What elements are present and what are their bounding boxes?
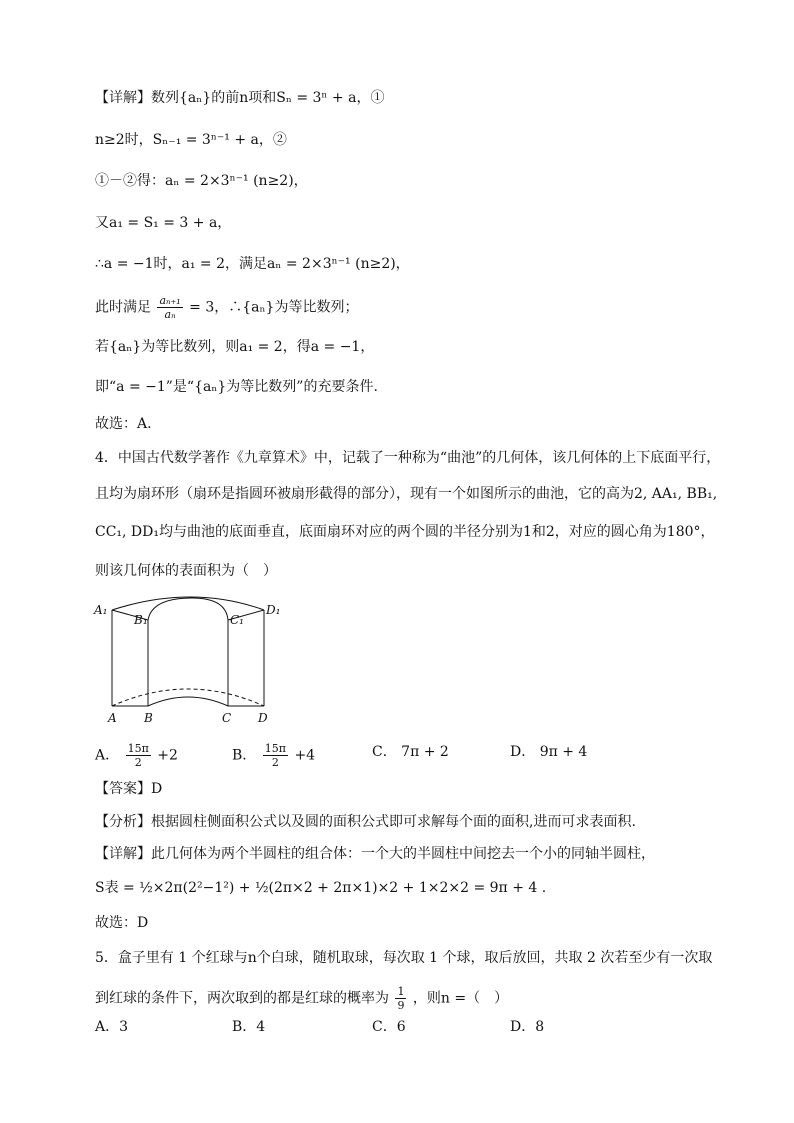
option-a-numerator: 15π [127,742,149,755]
option-c-text: 7π + 2 [401,744,449,760]
detail-line-2: n≥2时，Sₙ₋₁ = 3ⁿ⁻¹ + a，② [95,132,287,148]
q4-text-2: 且均为扇环形（扇环是指圆环被扇形截得的部分），现有一个如图所示的曲池，它的高为2, AA₁, BB₁, [95,486,718,502]
inner-top-arc [148,598,228,620]
label-B1: B₁ [134,613,148,627]
probability-numerator: 1 [397,985,405,998]
choose-line-q3: 故选：A. [95,416,152,432]
line6-prefix: 此时满足 [95,299,151,316]
option-b-denominator: 2 [271,756,279,769]
q5-text-1: 5．盒子里有 1 个红球与n个白球，随机取球，每次取 1 个球，取后放回，共取 2 次若至少有一次取 [95,950,713,966]
q4-analysis: 【分析】根据圆柱侧面积公式以及圆的面积公式即可求解每个面的面积,进而可求表面积. [95,814,636,830]
probability-fraction [395,985,406,1012]
detail-line-1: 【详解】数列{aₙ}的前n项和Sₙ = 3ⁿ + a，① [95,90,385,106]
detail-line-6 [95,294,358,321]
q4-text-3: CC₁, DD₁均与曲池的底面垂直，底面扇环对应的两个圆的半径分别为1和2，对应的圆心角为180°， [95,524,715,540]
q4-answer: 【答案】D [95,781,163,797]
q5-text-2-suffix: ，则n =（ ） [412,990,509,1007]
q5-option-a[interactable]: A．3 [95,1019,129,1035]
detail-line-3: ①－②得：aₙ = 2×3ⁿ⁻¹ (n≥2)， [95,173,308,189]
inner-bottom-arc [148,697,228,706]
option-a-denominator: 2 [134,756,142,769]
detail-line-8: 即“a = −1”是“{aₙ}为等比数列”的充要条件. [95,379,378,395]
curved-pool-figure [92,588,292,728]
q4-formula: S表 = ½×2π(2²−1²) + ½(2π×2 + 2π×1)×2 + 1×2×2 = 9π + 4 . [95,880,547,896]
option-a-letter: A． [95,747,120,764]
q4-option-d[interactable] [510,742,587,762]
option-c-letter: C． [372,744,397,760]
q5-text-2-prefix: 到红球的条件下，两次取到的都是红球的概率为 [95,990,389,1007]
option-a-tail: +2 [157,747,178,764]
option-b-tail: +4 [294,747,316,764]
q4-option-b[interactable] [232,742,315,769]
label-B: B [144,711,153,725]
detail-line-5: ∴a = −1时，a₁ = 2，满足aₙ = 2×3ⁿ⁻¹ (n≥2)， [95,256,410,272]
label-D: D [258,711,268,725]
option-d-letter: D． [510,744,536,760]
detail-line-7: 若{aₙ}为等比数列，则a₁ = 2，得a = −1， [95,339,375,355]
q5-option-c[interactable]: C．6 [372,1019,406,1035]
label-C: C [222,711,232,725]
label-A1: A₁ [94,603,108,617]
q4-text-1: 4．中国古代数学著作《九章算术》中，记载了一种称为“曲池”的几何体，该几何体的上下底面平行， [95,450,721,466]
label-D1: D₁ [266,603,281,617]
line6-suffix: = 3，∴{aₙ}为等比数列； [189,299,359,316]
q4-option-a[interactable] [95,742,178,769]
option-b-numerator: 15π [264,742,286,755]
q4-option-c[interactable] [372,742,449,762]
option-a-fraction [126,742,151,769]
q5-option-b[interactable]: B．4 [232,1019,266,1035]
detail-line-4: 又a₁ = S₁ = 3 + a， [95,215,232,231]
option-b-letter: B． [232,747,257,764]
label-A: A [108,711,117,725]
q4-detail: 【详解】此几何体为两个半圆柱的组合体：一个大的半圆柱中间挖去一个小的同轴半圆柱， [95,846,655,862]
label-C1: C₁ [230,613,244,627]
option-d-text: 9π + 4 [539,744,588,760]
q4-choose: 故选：D [95,915,149,931]
ratio-fraction [157,294,182,321]
probability-denominator: 9 [397,999,405,1012]
ratio-numerator: aₙ₊₁ [159,294,181,307]
q5-text-2 [95,985,508,1012]
q5-option-d[interactable]: D．8 [510,1019,545,1035]
outer-top-arc [112,597,264,610]
ratio-denominator: aₙ [164,308,176,321]
q4-text-4: 则该几何体的表面积为（ ） [95,563,277,579]
option-b-fraction [263,742,288,769]
